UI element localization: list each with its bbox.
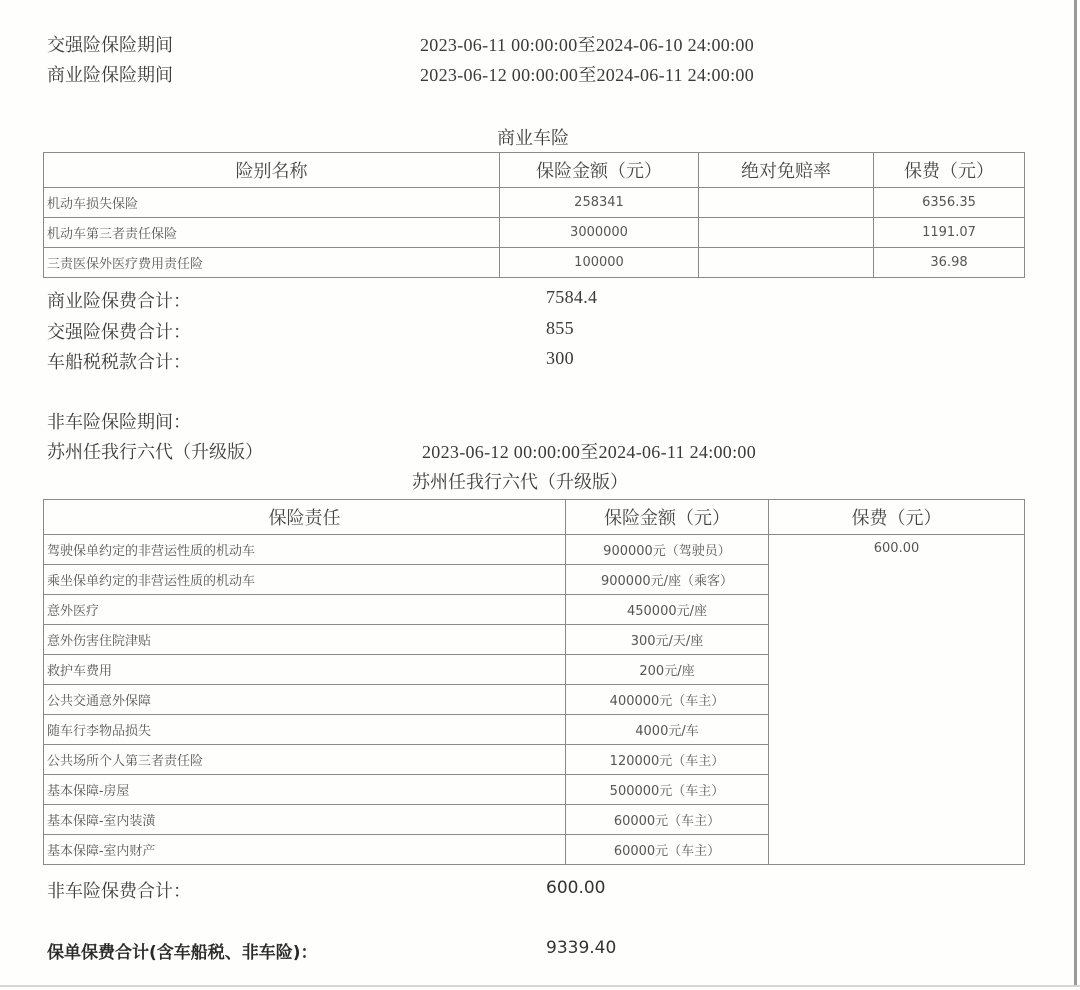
commercial-table-title: 商业车险: [497, 128, 569, 149]
sum-insured: 100000: [500, 248, 699, 278]
liability-name: 公共交通意外保障: [44, 685, 566, 715]
premium: 6356.35: [874, 188, 1025, 218]
sum-insured: 200元/座: [566, 655, 769, 685]
liability-name: 驾驶保单约定的非营运性质的机动车: [44, 535, 566, 565]
liability-name: 基本保障-室内财产: [44, 835, 566, 865]
liability-name: 基本保障-室内装潢: [44, 805, 566, 835]
liability-name: 乘坐保单约定的非营运性质的机动车: [44, 565, 566, 595]
header-premium: 保费（元）: [769, 500, 1025, 535]
header-coverage-name: 险别名称: [44, 153, 500, 188]
header-premium: 保费（元）: [874, 153, 1025, 188]
coverage-name: 三责医保外医疗费用责任险: [44, 248, 500, 278]
non-car-total-label: 非车险保费合计：: [47, 881, 191, 902]
sum-insured: 900000元（驾驶员）: [566, 535, 769, 565]
table-row: [44, 248, 1025, 278]
commercial-insurance-table: [43, 152, 1025, 278]
premium: 36.98: [874, 248, 1025, 278]
non-car-total-value: 600.00: [546, 878, 606, 898]
vessel-tax-value: 300: [546, 348, 574, 368]
sum-insured: 500000元（车主）: [566, 775, 769, 805]
table-row: [44, 218, 1025, 248]
table-row: [44, 188, 1025, 218]
liability-name: 意外伤害住院津贴: [44, 625, 566, 655]
liability-name: 公共场所个人第三者责任险: [44, 745, 566, 775]
liability-name: 随车行李物品损失: [44, 715, 566, 745]
deductible: [699, 218, 874, 248]
deductible: [699, 188, 874, 218]
sum-insured: 60000元（车主）: [566, 805, 769, 835]
sum-insured: 258341: [500, 188, 699, 218]
non-car-product-period: 2023-06-12 00:00:00至2024-06-11 24:00:00: [422, 442, 757, 462]
compulsory-total-value: 855: [546, 318, 574, 338]
vessel-tax-label: 车船税税款合计：: [47, 352, 191, 373]
sum-insured: 60000元（车主）: [566, 835, 769, 865]
coverage-name: 机动车第三者责任保险: [44, 218, 500, 248]
commercial-total-label: 商业险保费合计：: [47, 291, 191, 312]
sum-insured: 3000000: [500, 218, 699, 248]
coverage-name: 机动车损失保险: [44, 188, 500, 218]
sum-insured: 900000元/座（乘客）: [566, 565, 769, 595]
deductible: [699, 248, 874, 278]
sum-insured: 300元/天/座: [566, 625, 769, 655]
non-car-table-title: 苏州任我行六代（升级版）: [412, 472, 628, 493]
header-sum-insured: 保险金额（元）: [500, 153, 699, 188]
premium: 1191.07: [874, 218, 1025, 248]
grand-total-label: 保单保费合计(含车船税、非车险)：: [47, 943, 318, 963]
header-liability: 保险责任: [44, 500, 566, 535]
compulsory-period-label: 交强险保险期间: [47, 35, 173, 56]
commercial-period-label: 商业险保险期间: [47, 65, 173, 86]
sum-insured: 450000元/座: [566, 595, 769, 625]
non-car-product-name: 苏州任我行六代（升级版）: [47, 442, 263, 463]
liability-name: 救护车费用: [44, 655, 566, 685]
header-sum-insured: 保险金额（元）: [566, 500, 769, 535]
table-header-row: [44, 500, 1025, 535]
non-car-period-label: 非车险保险期间：: [47, 412, 191, 433]
grand-total-value: 9339.40: [546, 938, 617, 958]
page-bottom-edge: [0, 985, 1080, 987]
compulsory-period-value: 2023-06-11 00:00:00至2024-06-10 24:00:00: [420, 35, 755, 55]
liability-name: 意外医疗: [44, 595, 566, 625]
sum-insured: 120000元（车主）: [566, 745, 769, 775]
premium: 600.00: [769, 535, 1025, 865]
commercial-total-value: 7584.4: [546, 287, 598, 307]
header-deductible: 绝对免赔率: [699, 153, 874, 188]
sum-insured: 400000元（车主）: [566, 685, 769, 715]
compulsory-total-label: 交强险保费合计：: [47, 322, 191, 343]
table-header-row: [44, 153, 1025, 188]
liability-name: 基本保障-房屋: [44, 775, 566, 805]
page-edge: [1074, 0, 1077, 985]
commercial-period-value: 2023-06-12 00:00:00至2024-06-11 24:00:00: [420, 65, 755, 85]
sum-insured: 4000元/车: [566, 715, 769, 745]
table-row: [44, 535, 1025, 565]
non-car-insurance-table: [43, 499, 1025, 865]
